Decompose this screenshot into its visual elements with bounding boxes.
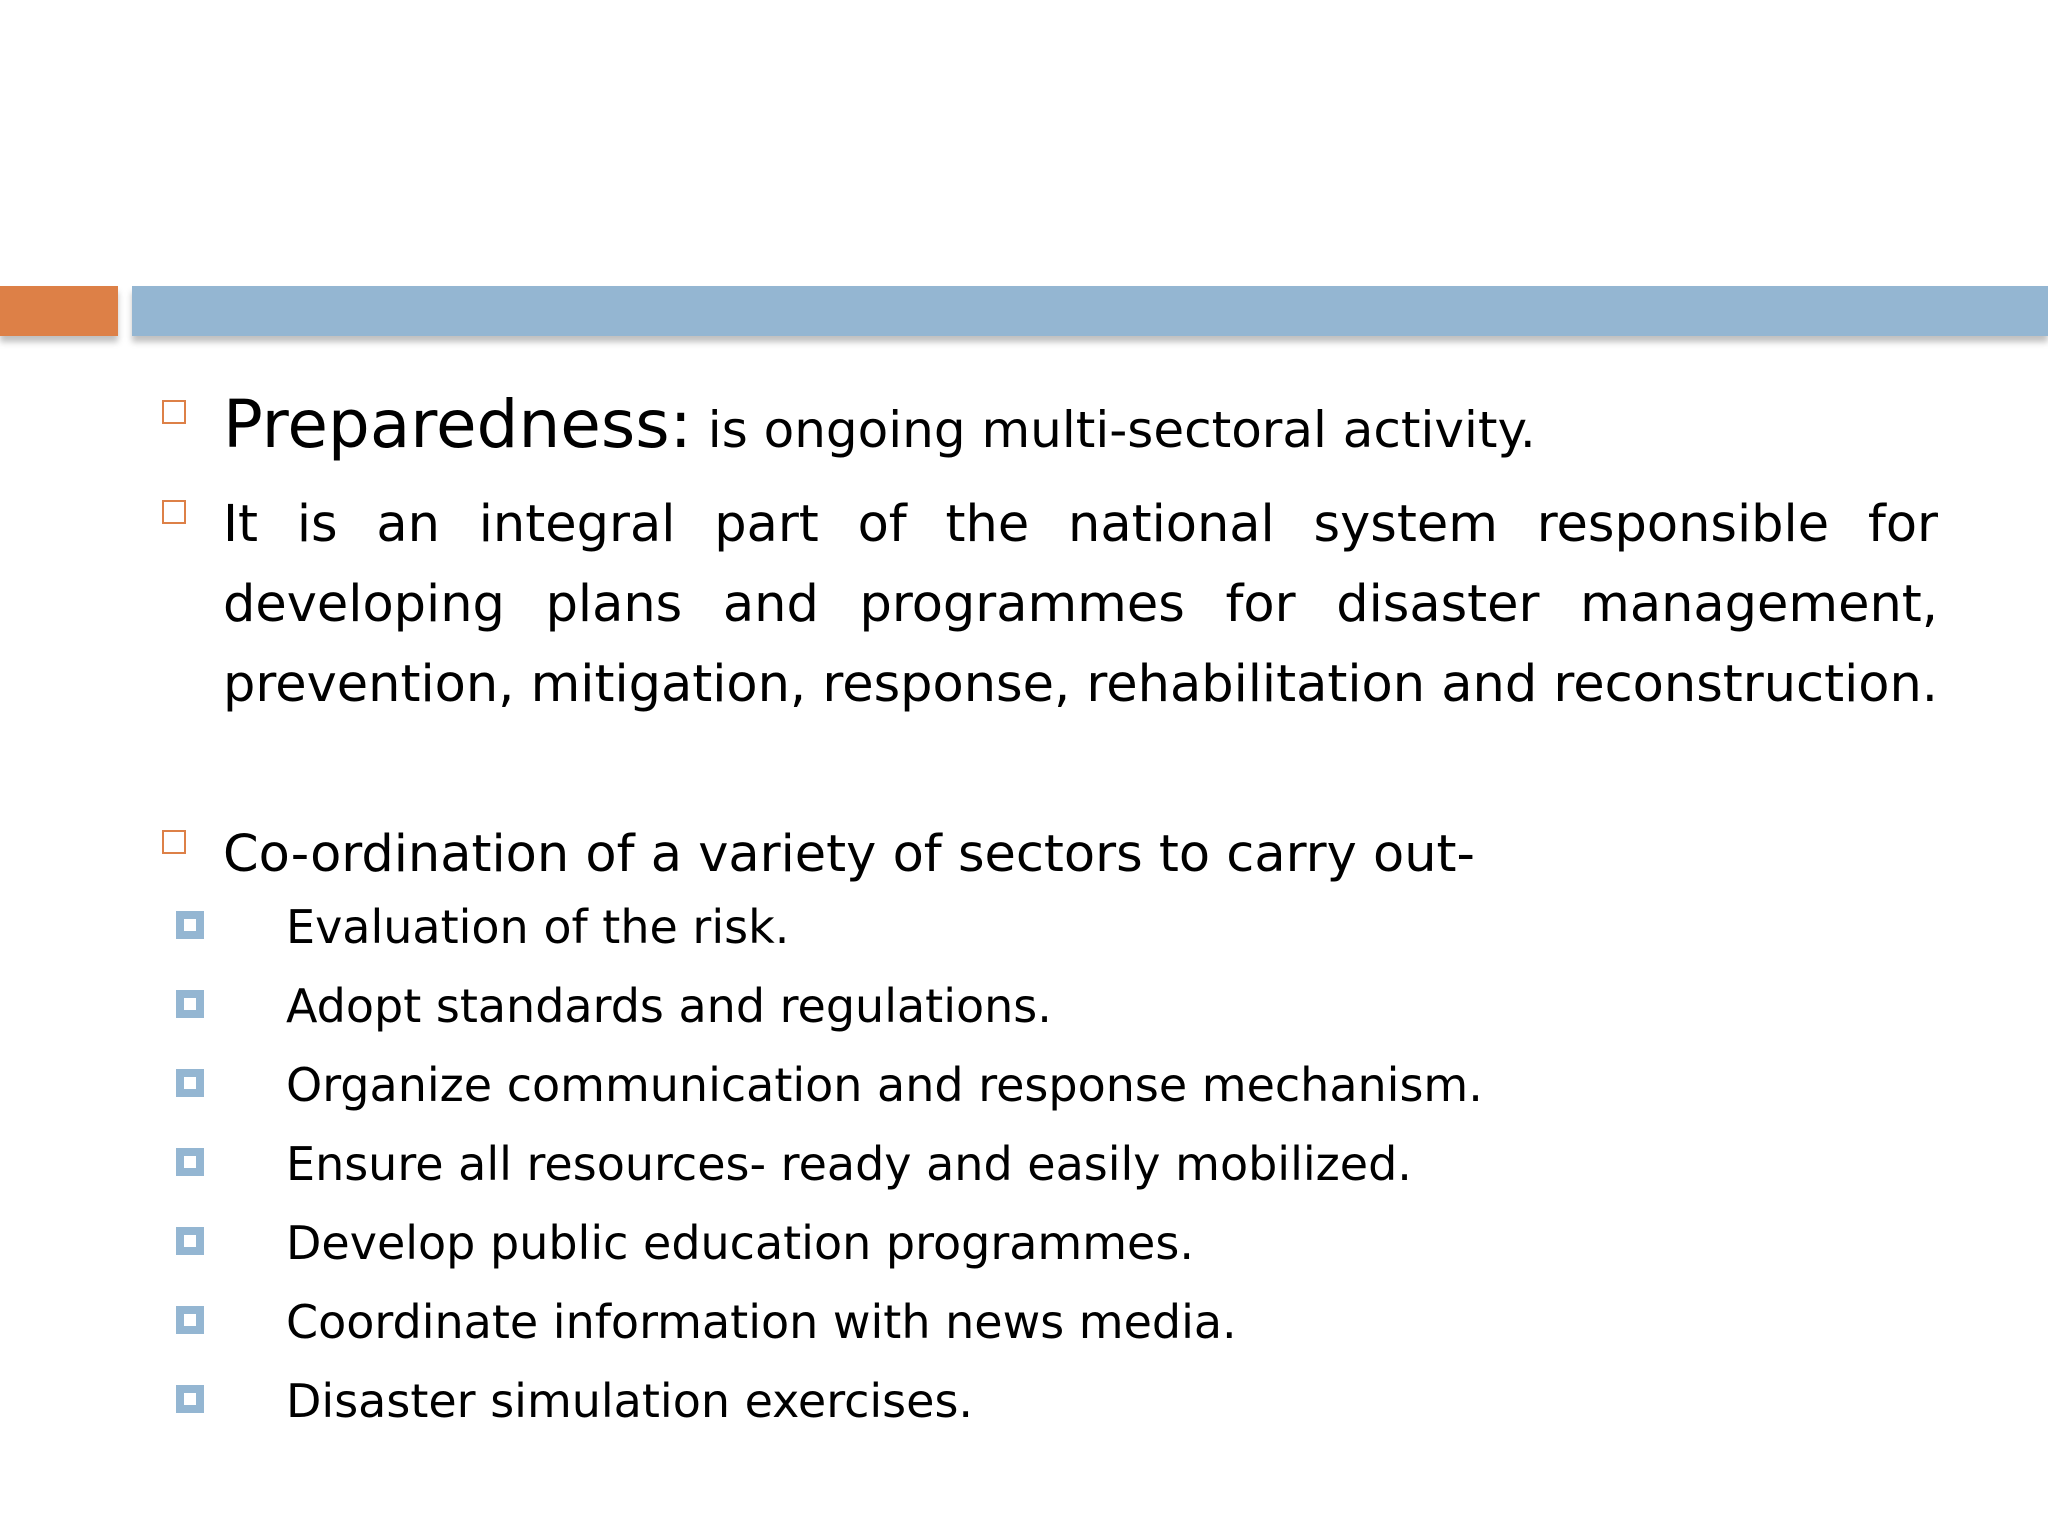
list-item: [0, 1134, 2048, 1213]
framed-square-icon: [176, 1069, 204, 1097]
list-item-text: Ensure all resources- ready and easily mobilized.: [286, 1137, 1412, 1191]
list-item: [0, 1292, 2048, 1371]
hollow-square-icon: [162, 500, 186, 524]
hollow-square-icon: [162, 830, 186, 854]
list-item: [0, 1371, 2048, 1450]
list-item-text: Disaster simulation exercises.: [286, 1374, 974, 1428]
framed-square-icon: [176, 1385, 204, 1413]
list-item: [0, 1213, 2048, 1292]
framed-square-icon: [176, 1148, 204, 1176]
hollow-square-icon: [162, 400, 186, 424]
list-item-text: Evaluation of the risk.: [286, 900, 790, 954]
bullet-integral-part: It is an integral part of the national system responsible for developing plans and programmes for disaster management, prevention, mitigation, response, rehabilitation and reconstruction.: [223, 495, 1938, 714]
bullet-coordination: Co-ordination of a variety of sectors to carry out-: [223, 825, 1475, 884]
bullet-text: is ongoing multi-sectoral activity.: [691, 401, 1536, 459]
list-item-text: Adopt standards and regulations.: [286, 979, 1052, 1033]
bullet-preparedness: [223, 385, 1938, 470]
framed-square-icon: [176, 1227, 204, 1255]
list-item-text: Coordinate information with news media.: [286, 1295, 1237, 1349]
list-item: [0, 976, 2048, 1055]
framed-square-icon: [176, 990, 204, 1018]
bullet-term: Preparedness:: [223, 386, 692, 463]
list-item: [0, 1055, 2048, 1134]
list-item-text: Develop public education programmes.: [286, 1216, 1194, 1270]
framed-square-icon: [176, 1306, 204, 1334]
framed-square-icon: [176, 911, 204, 939]
list-item: [0, 897, 2048, 976]
list-item-text: Organize communication and response mechanism.: [286, 1058, 1483, 1112]
